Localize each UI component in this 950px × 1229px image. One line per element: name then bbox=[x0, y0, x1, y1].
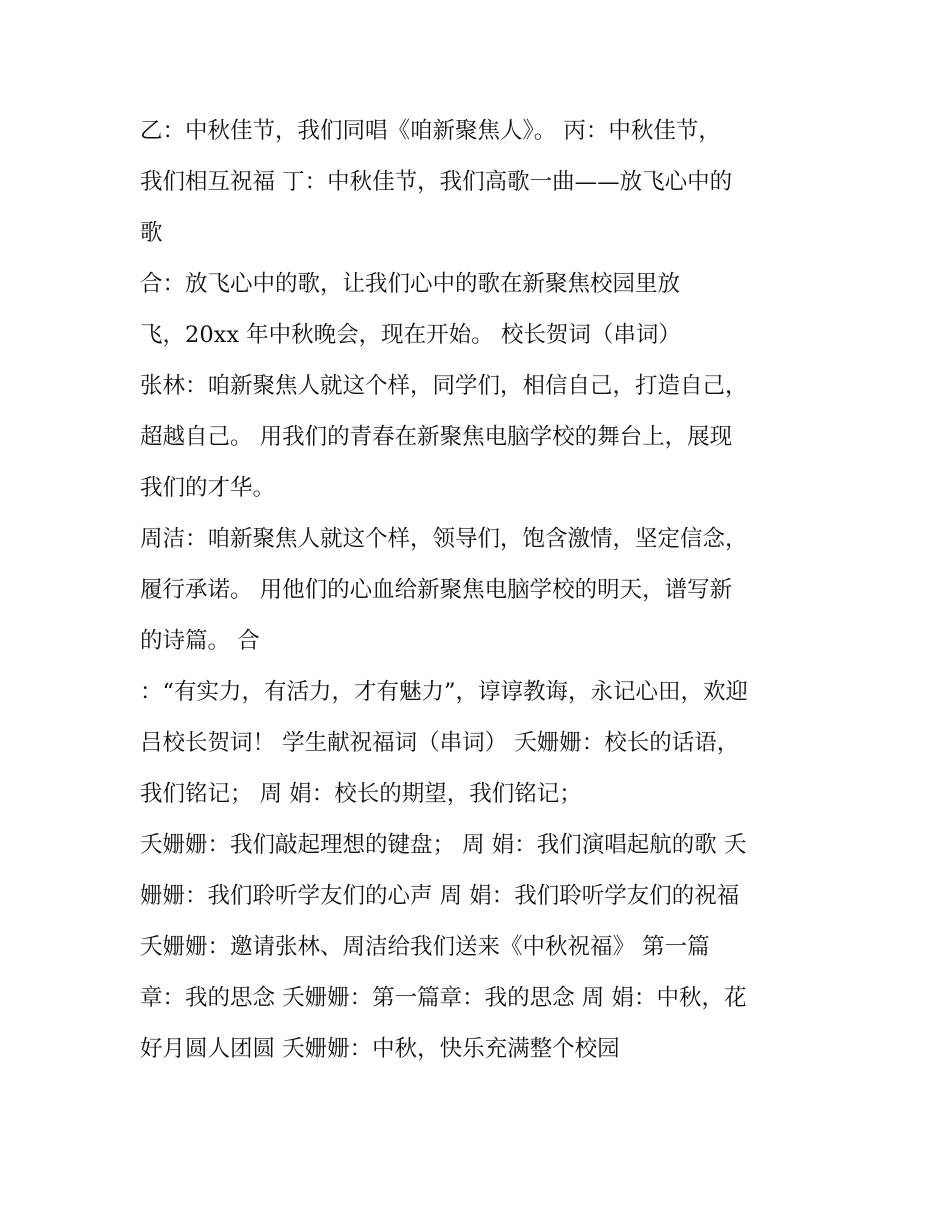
text-line: 的诗篇。 合 bbox=[140, 628, 260, 654]
text-line: 姗姗：我们聆听学友们的心声 周 娟：我们聆听学友们的祝福 bbox=[140, 883, 740, 909]
text-line: 歌 bbox=[140, 220, 163, 246]
text-line: 超越自己。 用我们的青春在新聚焦电脑学校的舞台上，展现 bbox=[140, 424, 733, 450]
text-line: 张林：咱新聚焦人就这个样，同学们，相信自己，打造自己， bbox=[140, 373, 748, 399]
text-line: 周洁：咱新聚焦人就这个样，领导们，饱含激情，坚定信念， bbox=[140, 526, 748, 552]
text-line: 飞，20xx 年中秋晚会，现在开始。 校长贺词（串词） bbox=[140, 322, 681, 348]
document-body bbox=[140, 106, 830, 1075]
text-line: 我们的才华。 bbox=[140, 475, 276, 501]
text-line: 我们铭记； 周 娟：校长的期望，我们铭记； bbox=[140, 781, 582, 807]
text-line: 好月圆人团圆 夭姗姗：中秋，快乐充满整个校园 bbox=[140, 1036, 620, 1062]
text-line: 夭姗姗：我们敲起理想的键盘； 周 娟：我们演唱起航的歌 夭 bbox=[140, 832, 747, 858]
text-line: 章：我的思念 夭姗姗：第一篇章：我的思念 周 娟：中秋，花 bbox=[140, 985, 747, 1011]
text-line: 乙：中秋佳节，我们同唱《咱新聚焦人》。 丙：中秋佳节， bbox=[140, 118, 721, 144]
text-line: ：“有实力，有活力，才有魅力”，谆谆教诲，永记心田，欢迎 bbox=[140, 679, 749, 705]
text-line: 履行承诺。 用他们的心血给新聚焦电脑学校的明天，谱写新 bbox=[140, 577, 733, 603]
text-line: 夭姗姗：邀请张林、周洁给我们送来《中秋祝福》 第一篇 bbox=[140, 934, 710, 960]
text-line: 我们相互祝福 丁：中秋佳节，我们高歌一曲——放飞心中的 bbox=[140, 169, 733, 195]
text-line: 合：放飞心中的歌，让我们心中的歌在新聚焦校园里放 bbox=[140, 271, 681, 297]
text-line: 吕校长贺词！ 学生献祝福词（串词） 夭姗姗：校长的话语， bbox=[140, 730, 740, 756]
